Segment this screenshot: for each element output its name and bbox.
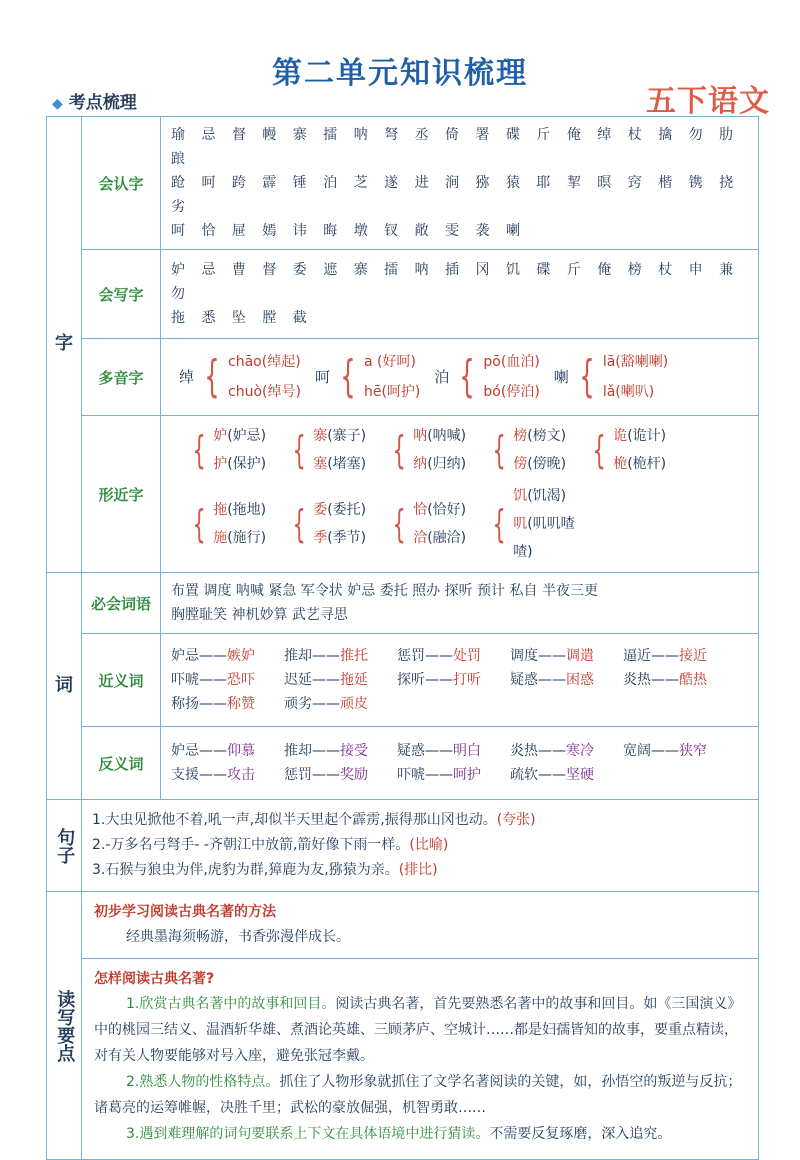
word-match: 狭窄 — [679, 743, 707, 759]
xingjinzi-pair — [187, 482, 287, 566]
diamond-icon: ◆ — [52, 96, 63, 112]
huixiezi-content — [161, 250, 758, 338]
sentence-text: 3.石猴与狼虫为伴,虎豹为群,獐鹿为友,猕猿为亲。 — [92, 862, 399, 878]
reading-howto-heading: 怎样阅读古典名著? — [94, 971, 215, 987]
para-heading: 1.欣赏古典名著中的故事和回目。 — [126, 996, 336, 1012]
sentence-tag: (排比) — [398, 862, 438, 878]
huixiezi-line: 拖 悉 坠 膛 截 — [171, 310, 313, 326]
jinyi-pair — [397, 668, 510, 692]
jinyi-pair — [171, 644, 284, 668]
xingjinzi-item — [513, 422, 566, 450]
word-match: 明白 — [453, 743, 481, 759]
xingjinzi-pair — [487, 422, 587, 478]
xingjinzi-item — [413, 450, 466, 478]
huirenzi-line: 跄 呵 跨 霹 锤 泊 芝 遂 进 涧 猕 猿 耶 挈 暝 窍 楷 镌 挠 劣 — [171, 175, 740, 215]
xingjinzi-char: 呐 — [413, 428, 428, 444]
xingjinzi-char: 叽 — [513, 516, 528, 532]
xingjinzi-item — [313, 524, 366, 552]
label-huixiezi: 会写字 — [82, 250, 161, 338]
subtitle-text: 考点梳理 — [68, 93, 137, 113]
xingjinzi-item — [213, 450, 266, 478]
category-juzi-text: 句子 — [54, 827, 76, 864]
reading-method-text: 经典墨海须畅游，书香弥漫伴成长。 — [126, 929, 350, 945]
duoyinzi-char: 泊 — [434, 368, 450, 386]
fanyi-content — [161, 727, 758, 799]
word-match: 攻击 — [227, 767, 255, 783]
xingjinzi-char: 傍 — [513, 456, 528, 472]
para-text: 不需要反复琢磨，深入追究。 — [489, 1126, 672, 1142]
xingjinzi-item — [413, 524, 466, 552]
word: 妒忌—— — [171, 648, 227, 664]
xingjinzi-item — [413, 422, 466, 450]
para-heading: 2.熟悉人物的性格特点。 — [126, 1074, 280, 1090]
word: 吓唬—— — [171, 672, 227, 688]
jinyi-pair — [623, 668, 736, 692]
reading-howto-para — [94, 1069, 746, 1121]
word-match: 困惑 — [566, 672, 594, 688]
word: 逼近—— — [623, 648, 679, 664]
xingjinzi-char: 妒 — [213, 428, 228, 444]
duoyinzi-group — [554, 347, 668, 407]
xingjinzi-word: (委托) — [327, 502, 367, 518]
reading-howto-para — [94, 991, 746, 1069]
xingjinzi-item — [613, 450, 666, 478]
jinyi-pair — [171, 668, 284, 692]
reading-howto-para — [94, 1121, 746, 1147]
xingjinzi-char: 寨 — [313, 428, 328, 444]
jinyi-pair — [623, 644, 736, 668]
xingjinzi-word: (呐喊) — [427, 428, 467, 444]
huixiezi-line: 妒 忌 曹 督 委 遮 寨 擂 呐 插 冈 饥 碟 斤 俺 榜 杖 申 兼 勿 — [171, 262, 740, 302]
sentence-list — [82, 800, 758, 891]
jinyi-pair — [510, 668, 623, 692]
word: 顽劣—— — [284, 696, 340, 712]
word: 疑惑—— — [510, 672, 566, 688]
para-text: 抓住了人物形象就抓住了文学名著阅读的关键，如，孙悟空的叛逆与反抗；诸葛亮的运筹帷幄，决胜千里；武松的豪放倔强，机智勇敢…… — [94, 1074, 742, 1116]
word-match: 呵护 — [453, 767, 481, 783]
duoyinzi-reading: lā(豁喇喇) — [602, 354, 669, 370]
category-duxie — [47, 892, 82, 1159]
section-subtitle — [52, 88, 137, 113]
section-ci — [47, 573, 758, 800]
jinyi-pair — [397, 644, 510, 668]
xingjinzi-word: (叽叽喳喳) — [513, 516, 575, 560]
page-title: 第二单元知识梳理 — [272, 56, 528, 91]
xingjinzi-word: (妒忌) — [227, 428, 267, 444]
xingjinzi-char: 恰 — [413, 502, 428, 518]
word-match: 嫉妒 — [227, 648, 255, 664]
jinyi-pair — [284, 644, 397, 668]
word-match: 接近 — [679, 648, 707, 664]
word: 宽阔—— — [623, 743, 679, 759]
word: 炎热—— — [510, 743, 566, 759]
huirenzi-line: 呵 恰 屉 嫣 讳 晦 墩 钗 敞 雯 袭 喇 — [171, 223, 526, 239]
xingjinzi-item — [213, 524, 266, 552]
xingjinzi-word: (拖地) — [227, 502, 267, 518]
duoyinzi-reading: chāo(绰起) — [228, 354, 301, 370]
xingjinzi-pair — [287, 482, 387, 566]
xingjinzi-item — [513, 450, 566, 478]
duoyinzi-reading: lǎ(喇叭) — [602, 384, 655, 400]
sentence-item — [92, 808, 748, 833]
word-match: 坚硬 — [566, 767, 594, 783]
word-match: 处罚 — [453, 648, 481, 664]
xingjinzi-word: (恰好) — [427, 502, 467, 518]
row-jinyi — [82, 634, 758, 727]
xingjinzi-char: 饥 — [513, 488, 528, 504]
word-match: 接受 — [340, 743, 368, 759]
xingjinzi-word: (寨子) — [327, 428, 367, 444]
xingjinzi-item — [513, 510, 587, 566]
xingjinzi-word: (桅杆) — [627, 456, 667, 472]
fanyi-pair — [171, 739, 284, 763]
fanyi-pair — [397, 763, 510, 787]
word: 推却—— — [284, 648, 340, 664]
brace-icon: { — [192, 428, 206, 472]
word: 炎热—— — [623, 672, 679, 688]
section-juzi — [47, 800, 758, 892]
word-match: 酷热 — [679, 672, 707, 688]
xingjinzi-item — [213, 422, 266, 450]
word-match: 顽皮 — [340, 696, 368, 712]
duoyinzi-reading: hē(呵护) — [363, 384, 421, 400]
word-match: 拖延 — [340, 672, 368, 688]
jinyi-pair — [171, 692, 284, 716]
label-jinyi: 近义词 — [82, 634, 161, 726]
row-fanyi — [82, 727, 758, 799]
fanyi-pair — [510, 763, 623, 787]
category-juzi — [47, 800, 82, 891]
xingjinzi-item — [413, 496, 466, 524]
duoyinzi-char: 喇 — [553, 368, 569, 386]
brace-icon: { — [292, 502, 306, 546]
para-heading: 3.遇到难理解的词句要联系上下文在具体语境中进行猜读。 — [126, 1126, 490, 1142]
brace-icon: { — [392, 428, 406, 472]
huirenzi-line: 瑜 忌 督 幔 寨 擂 呐 弩 丞 倚 署 碟 斤 俺 绰 杖 擒 勿 肋 踉 — [171, 127, 740, 167]
word-match: 恐吓 — [227, 672, 255, 688]
row-huixiezi — [82, 250, 758, 339]
xingjinzi-char: 施 — [213, 530, 228, 546]
xingjinzi-word: (季节) — [327, 530, 367, 546]
word: 推却—— — [284, 743, 340, 759]
sentence-tag: (夸张) — [496, 812, 536, 828]
word: 迟延—— — [284, 672, 340, 688]
huirenzi-content — [161, 117, 758, 249]
bihui-line: 布置 调度 呐喊 紧急 军令状 妒忌 委托 照办 探听 预计 私自 半夜三更 — [171, 583, 598, 599]
xingjinzi-pair — [387, 482, 487, 566]
jinyi-pair — [510, 644, 623, 668]
xingjinzi-item — [213, 496, 266, 524]
label-fanyi: 反义词 — [82, 727, 161, 799]
xingjinzi-char: 塞 — [313, 456, 328, 472]
brace-icon: { — [340, 351, 356, 402]
sentence-tag: (比喻) — [409, 837, 449, 853]
xingjinzi-char: 洽 — [413, 530, 428, 546]
row-huirenzi — [82, 117, 758, 250]
duoyinzi-reading: a (好呵) — [363, 354, 416, 370]
xingjinzi-pair — [487, 482, 587, 566]
label-huirenzi: 会认字 — [82, 117, 161, 249]
xingjinzi-char: 委 — [313, 502, 328, 518]
label-xingjinzi: 形近字 — [82, 416, 161, 572]
duoyinzi-group — [315, 347, 420, 407]
brace-icon: { — [579, 351, 595, 402]
fanyi-pair — [397, 739, 510, 763]
xingjinzi-item — [513, 482, 587, 510]
word-match: 仰慕 — [227, 743, 255, 759]
sentence-text: 2.-万多名弓弩手- -齐朝江中放箭,箭好像下雨一样。 — [92, 837, 410, 853]
xingjinzi-word: (融洽) — [427, 530, 467, 546]
duoyinzi-reading: bó(停泊) — [483, 384, 540, 400]
word-match: 寒冷 — [566, 743, 594, 759]
word-match: 奖励 — [340, 767, 368, 783]
sentence-text: 1.大虫见掀他不着,吼一声,却似半天里起个霹雳,振得那山冈也动。 — [92, 812, 497, 828]
xingjinzi-pair — [187, 422, 287, 478]
xingjinzi-item — [313, 422, 366, 450]
grade-stamp: 五下语文 — [646, 84, 770, 119]
duoyinzi-reading: chuò(绰号) — [228, 384, 301, 400]
word: 疏软—— — [510, 767, 566, 783]
category-zi: 字 — [47, 117, 82, 572]
sentence-item — [92, 858, 748, 883]
duoyinzi-char: 呵 — [314, 368, 330, 386]
jinyi-pair — [284, 668, 397, 692]
xingjinzi-char: 诡 — [613, 428, 628, 444]
xingjinzi-char: 拖 — [213, 502, 228, 518]
word: 吓唬—— — [397, 767, 453, 783]
xingjinzi-pair — [387, 422, 487, 478]
word: 称扬—— — [171, 696, 227, 712]
brace-icon: { — [392, 502, 406, 546]
xingjinzi-word: (榜文) — [527, 428, 567, 444]
word: 惩罚—— — [284, 767, 340, 783]
brace-icon: { — [204, 351, 220, 402]
knowledge-table — [46, 116, 759, 1160]
xingjinzi-word: (饥渴) — [527, 488, 567, 504]
xingjinzi-pair — [587, 422, 687, 478]
xingjinzi-char: 季 — [313, 530, 328, 546]
xingjinzi-item — [613, 422, 666, 450]
section-duxie — [47, 892, 758, 1160]
duoyinzi-reading: pō(血泊) — [483, 354, 540, 370]
xingjinzi-word: (堵塞) — [327, 456, 367, 472]
reading-howto-block — [82, 959, 758, 1159]
word-match: 打听 — [453, 672, 481, 688]
sentence-item — [92, 833, 748, 858]
fanyi-pair — [623, 739, 736, 763]
xingjinzi-char: 桅 — [613, 456, 628, 472]
duoyinzi-group — [434, 347, 539, 407]
xingjinzi-char: 榜 — [513, 428, 528, 444]
category-ci: 词 — [47, 573, 82, 799]
xingjinzi-pair — [287, 422, 387, 478]
duoyinzi-content — [161, 339, 758, 415]
word-match: 推托 — [340, 648, 368, 664]
fanyi-pair — [284, 739, 397, 763]
word: 调度—— — [510, 648, 566, 664]
category-duxie-text: 读写要点 — [54, 989, 76, 1062]
brace-icon: { — [592, 428, 606, 472]
word: 疑惑—— — [397, 743, 453, 759]
xingjinzi-item — [313, 450, 366, 478]
word-match: 称赞 — [227, 696, 255, 712]
xingjinzi-content — [161, 416, 758, 572]
bihui-content — [161, 573, 758, 633]
reading-method-block — [82, 892, 758, 959]
duoyinzi-char: 绰 — [179, 368, 195, 386]
brace-icon: { — [459, 351, 476, 402]
xingjinzi-char: 护 — [213, 456, 228, 472]
xingjinzi-word: (归纳) — [427, 456, 467, 472]
xingjinzi-char: 纳 — [413, 456, 428, 472]
fanyi-pair — [510, 739, 623, 763]
word: 探听—— — [397, 672, 453, 688]
xingjinzi-item — [313, 496, 366, 524]
row-xingjinzi — [82, 416, 758, 572]
brace-icon: { — [192, 502, 206, 546]
section-zi — [47, 117, 758, 573]
duoyinzi-group — [179, 347, 301, 407]
reading-method-heading: 初步学习阅读古典名著的方法 — [94, 904, 276, 920]
brace-icon: { — [292, 428, 306, 472]
row-bihui — [82, 573, 758, 634]
label-bihui: 必会词语 — [82, 573, 161, 633]
jinyi-pair — [284, 692, 397, 716]
xingjinzi-word: (诡计) — [627, 428, 667, 444]
jinyi-content — [161, 634, 758, 726]
brace-icon: { — [492, 502, 506, 546]
xingjinzi-word: (保护) — [227, 456, 267, 472]
bihui-line: 胸膛耻笑 神机妙算 武艺寻思 — [171, 607, 348, 623]
label-duoyinzi: 多音字 — [82, 339, 161, 415]
fanyi-pair — [171, 763, 284, 787]
brace-icon: { — [492, 428, 506, 472]
xingjinzi-word: (傍晚) — [527, 456, 567, 472]
row-duoyinzi — [82, 339, 758, 416]
xingjinzi-word: (施行) — [227, 530, 267, 546]
fanyi-pair — [284, 763, 397, 787]
word: 惩罚—— — [397, 648, 453, 664]
para-text: 阅读古典名著，首先要熟悉名著中的故事和回目。如《三国演义》中的桃园三结义、温酒斩华雄、煮酒论英雄、三顾茅庐、空城计……都是妇孺皆知的故事，要重点精读，对有关人物要能够对号入座，避免张冠李戴。 — [94, 996, 742, 1064]
word: 妒忌—— — [171, 743, 227, 759]
word: 支援—— — [171, 767, 227, 783]
word-match: 调遣 — [566, 648, 594, 664]
